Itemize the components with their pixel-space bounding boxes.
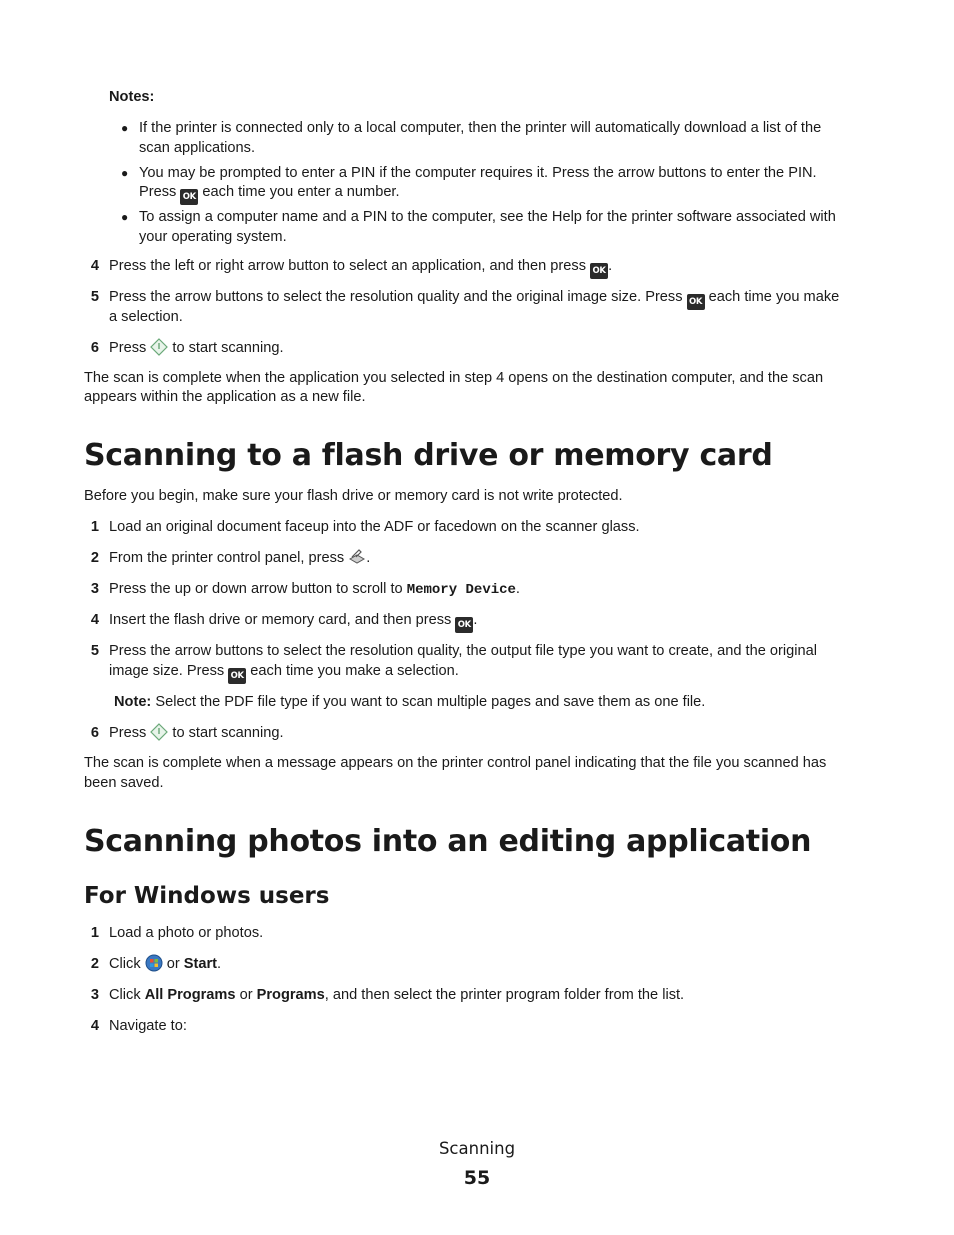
step-number: 3 xyxy=(90,581,99,597)
step-text: Press the up or down arrow button to scroll to Memory Device. xyxy=(109,581,520,598)
paragraph: The scan is complete when the application you selected in step 4 opens on the destination computer, and the scan xyxy=(84,370,824,386)
note: Note: Select the PDF file type if you want to scan multiple pages and save them as one file. xyxy=(114,694,706,710)
step-number: 2 xyxy=(90,550,99,566)
step-number: 1 xyxy=(90,519,99,535)
step-text: Press the left or right arrow button to select an application, and then press OK . xyxy=(109,256,612,279)
section-heading: Scanning photos into an editing application xyxy=(84,824,812,859)
ok-button-icon: OK xyxy=(590,263,608,279)
step-text: Insert the flash drive or memory card, and then press OK . xyxy=(109,610,477,633)
bullet: ● xyxy=(121,210,129,224)
start-button-icon xyxy=(150,723,168,747)
ok-button-icon: OK xyxy=(180,189,198,205)
ok-button-icon: OK xyxy=(687,294,705,310)
note-text: You may be prompted to enter a PIN if the computer requires it. Press the arrow buttons to enter the PIN. xyxy=(139,165,817,181)
ok-button-icon: OK xyxy=(455,617,473,633)
bullet: ● xyxy=(121,166,129,180)
page-number: 55 xyxy=(463,1167,491,1189)
step-text: From the printer control panel, press . xyxy=(109,548,370,572)
note-text: your operating system. xyxy=(139,229,287,245)
step-text: Press to start scanning. xyxy=(109,338,284,362)
section-heading: Scanning to a flash drive or memory card xyxy=(84,438,773,473)
step-text: a selection. xyxy=(109,309,183,325)
ok-button-icon: OK xyxy=(228,668,246,684)
note-text: Press OK each time you enter a number. xyxy=(139,182,400,205)
windows-start-icon xyxy=(145,954,163,978)
step-number: 4 xyxy=(90,258,99,274)
subsection-heading: For Windows users xyxy=(84,883,330,909)
step-text: Click All Programs or Programs, and then select the printer program folder from the list. xyxy=(109,987,685,1003)
step-text: Press the arrow buttons to select the resolution quality, the output file type you want to create, and the original xyxy=(109,643,817,659)
step-number: 1 xyxy=(90,925,99,941)
step-text: Press the arrow buttons to select the resolution quality and the original image size. Press OK each time you make xyxy=(109,287,839,310)
step-number: 6 xyxy=(90,725,99,741)
step-number: 5 xyxy=(90,289,99,305)
notes-label: Notes: xyxy=(109,89,155,105)
step-text: image size. Press OK each time you make a selection. xyxy=(109,661,459,684)
note-text: To assign a computer name and a PIN to the computer, see the Help for the printer software associated with xyxy=(139,209,836,225)
step-text: Click or Start. xyxy=(109,954,221,978)
step-number: 2 xyxy=(90,956,99,972)
start-button-icon xyxy=(150,338,168,362)
footer-section-label: Scanning xyxy=(438,1139,516,1158)
step-number: 6 xyxy=(90,340,99,356)
step-number: 5 xyxy=(90,643,99,659)
step-number: 4 xyxy=(90,612,99,628)
bullet: ● xyxy=(121,121,129,135)
note-text: If the printer is connected only to a local computer, then the printer will automatically download a list of the xyxy=(139,120,822,136)
paragraph: appears within the application as a new file. xyxy=(84,389,366,405)
step-text: Press to start scanning. xyxy=(109,723,284,747)
step-text: Navigate to: xyxy=(109,1018,187,1034)
step-text: Load a photo or photos. xyxy=(109,925,264,941)
step-number: 3 xyxy=(90,987,99,1003)
step-text: Load an original document faceup into the ADF or facedown on the scanner glass. xyxy=(109,519,640,535)
paragraph: The scan is complete when a message appears on the printer control panel indicating that the file you scanned has xyxy=(84,755,827,771)
scan-button-icon xyxy=(348,548,366,572)
paragraph: been saved. xyxy=(84,775,164,791)
code-text: Memory Device xyxy=(406,582,516,598)
step-number: 4 xyxy=(90,1018,99,1034)
intro-text: Before you begin, make sure your flash drive or memory card is not write protected. xyxy=(84,488,623,504)
note-text: scan applications. xyxy=(139,140,256,156)
